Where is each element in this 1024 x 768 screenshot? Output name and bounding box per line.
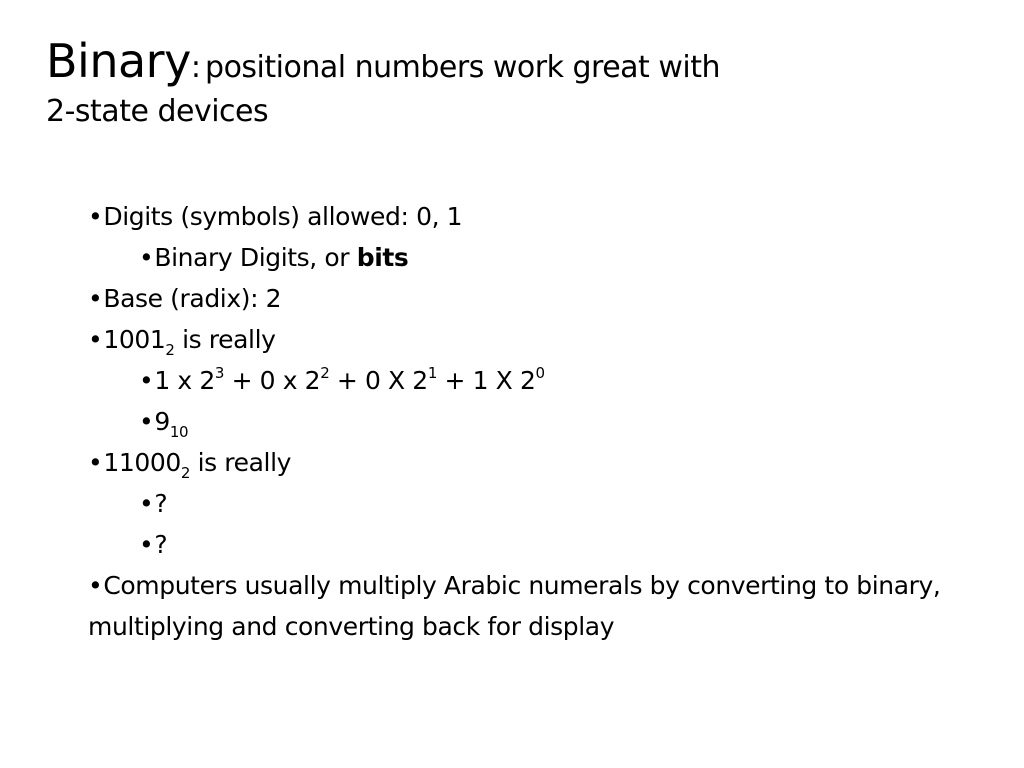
- item-bold-text: bits: [356, 243, 409, 272]
- item-number: 11000: [103, 448, 181, 477]
- item-text: ?: [154, 489, 168, 518]
- bullet-digits-allowed: [88, 196, 998, 237]
- bullet-dot: •: [139, 407, 154, 436]
- title-colon: :: [190, 50, 201, 85]
- bullet-dot: •: [139, 366, 154, 395]
- bullet-dot: •: [88, 284, 103, 313]
- bullet-base-radix: [88, 278, 998, 319]
- item-text: is really: [190, 448, 292, 477]
- bullet-dot: •: [139, 530, 154, 559]
- bullet-list: [88, 196, 998, 647]
- item-text: ?: [154, 530, 168, 559]
- expansion-exponent: 2: [320, 364, 330, 382]
- title-main: Binary: [46, 34, 191, 88]
- bullet-question-1: [88, 483, 998, 524]
- expansion-term: + 0 X 2: [329, 366, 428, 395]
- expansion-exponent: 0: [535, 364, 545, 382]
- bullet-dot: •: [88, 571, 103, 600]
- bullet-computers-multiply: [88, 565, 998, 647]
- expansion-term: 1 x 2: [154, 366, 215, 395]
- slide-title: [46, 34, 986, 129]
- expansion-exponent: 3: [214, 364, 225, 382]
- item-number: 9: [154, 407, 170, 436]
- item-text: Digits (symbols) allowed: 0, 1: [103, 202, 463, 231]
- item-number: 1001: [103, 325, 166, 354]
- bullet-11000-is-really: [88, 442, 998, 483]
- expansion-term: + 0 x 2: [224, 366, 321, 395]
- item-subscript: 10: [169, 423, 189, 441]
- bullet-dot: •: [88, 448, 103, 477]
- bullet-binary-digits: [88, 237, 998, 278]
- title-line2: 2-state devices: [46, 94, 269, 129]
- item-text: Base (radix): 2: [103, 284, 282, 313]
- item-subscript: 2: [180, 464, 191, 482]
- item-text: Computers usually multiply Arabic numerals by converting to binary, multiplying and converting back for display: [88, 571, 941, 641]
- bullet-dot: •: [88, 202, 103, 231]
- expansion-exponent: 1: [427, 364, 437, 382]
- item-text: is really: [174, 325, 276, 354]
- bullet-9-base-10: [88, 401, 998, 442]
- bullet-1001-is-really: [88, 319, 998, 360]
- bullet-dot: •: [139, 243, 154, 272]
- item-text: Binary Digits, or: [154, 243, 357, 272]
- bullet-dot: •: [139, 489, 154, 518]
- expansion-term: + 1 X 2: [436, 366, 536, 395]
- item-subscript: 2: [165, 341, 175, 359]
- title-rest: positional numbers work great with: [205, 50, 721, 85]
- bullet-dot: •: [88, 325, 103, 354]
- bullet-question-2: [88, 524, 998, 565]
- bullet-expansion: [88, 360, 998, 401]
